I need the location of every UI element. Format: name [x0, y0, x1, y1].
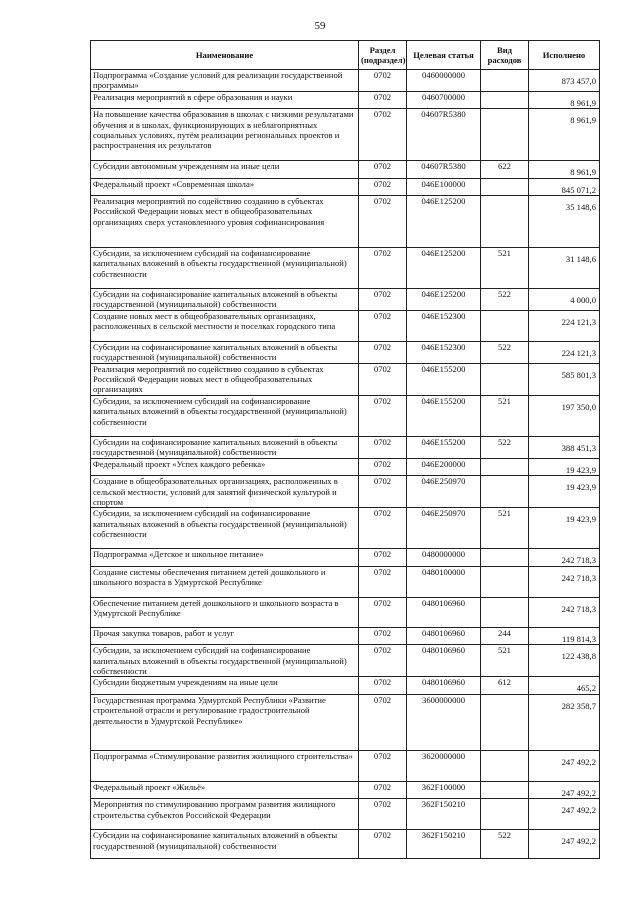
table-row — [91, 341, 600, 363]
row-done: 242 718,3 — [529, 566, 600, 597]
table-row — [91, 566, 600, 597]
row-target: 046E200000 — [407, 458, 481, 475]
row-name: Реализация мероприятий по содействию созданию в субъектах Российской Федерации новых мест в общеобразовательных организациях — [91, 363, 359, 395]
table-row — [91, 799, 600, 830]
row-section: 0702 — [359, 597, 407, 627]
row-name: На повышение качества образования в школах с низкими результатами обучения и в школах, функционирующих в неблагоприятных социальных условиях, путём реализации региональных проектов и распространения их результатов — [91, 109, 359, 161]
row-section: 0702 — [359, 694, 407, 750]
row-done: 242 718,3 — [529, 597, 600, 627]
row-section: 0702 — [359, 781, 407, 798]
row-name: Субсидии на софинансирование капитальных вложений в объекты государственной (муниципальной) собственности — [91, 436, 359, 458]
row-name: Субсидии, за исключением субсидий на софинансирование капитальных вложений в объекты государственной (муниципальной) собственности — [91, 645, 359, 677]
row-target: 046E250970 — [407, 476, 481, 508]
row-type — [481, 549, 529, 566]
row-done: 388 451,3 — [529, 436, 600, 458]
row-name: Подпрограмма «Детское и школьное питание» — [91, 549, 359, 566]
row-target: 046E155200 — [407, 436, 481, 458]
row-section: 0702 — [359, 566, 407, 597]
row-type: 521 — [481, 645, 529, 677]
row-name: Реализация мероприятий по содействию созданию в субъектах Российской Федерации новых мест в общеобразовательных организациях сверх установленного уровня софинансирования — [91, 196, 359, 248]
row-type — [481, 196, 529, 248]
header-section: Раздел (подраздел) — [359, 41, 407, 70]
row-section: 0702 — [359, 196, 407, 248]
row-name: Подпрограмма «Стимулирование развития жилищного строительства» — [91, 750, 359, 781]
table-row — [91, 178, 600, 195]
row-name: Создание в общеобразовательных организациях, расположенных в сельской местности, условий для занятий физической культурой и спортом — [91, 476, 359, 508]
row-target: 046E100000 — [407, 178, 481, 195]
row-done: 224 121,3 — [529, 310, 600, 341]
row-done: 31 148,6 — [529, 248, 600, 289]
row-done: 247 492,2 — [529, 781, 600, 798]
table-row — [91, 549, 600, 566]
row-type — [481, 799, 529, 830]
row-target: 0460000000 — [407, 70, 481, 92]
table-row — [91, 395, 600, 436]
row-target: 046E125200 — [407, 196, 481, 248]
row-target: 3600000000 — [407, 694, 481, 750]
header-name: Наименование — [91, 41, 359, 70]
row-section: 0702 — [359, 549, 407, 566]
row-target: 046E155200 — [407, 363, 481, 395]
row-name: Субсидии автономным учреждениям на иные цели — [91, 161, 359, 178]
row-section: 0702 — [359, 677, 407, 694]
row-type — [481, 458, 529, 475]
table-row — [91, 677, 600, 694]
row-type: 522 — [481, 436, 529, 458]
page-number: 59 — [314, 20, 326, 32]
row-type: 522 — [481, 289, 529, 311]
row-section: 0702 — [359, 750, 407, 781]
row-name: Прочая закупка товаров, работ и услуг — [91, 627, 359, 644]
row-done: 465,2 — [529, 677, 600, 694]
row-done: 122 438,8 — [529, 645, 600, 677]
row-target: 046E125200 — [407, 248, 481, 289]
row-section: 0702 — [359, 830, 407, 859]
row-target: 0480100000 — [407, 566, 481, 597]
row-name: Подпрограмма «Создание условий для реализации государственной программы» — [91, 70, 359, 92]
row-done: 35 148,6 — [529, 196, 600, 248]
row-section: 0702 — [359, 341, 407, 363]
row-name: Федеральный проект «Успех каждого ребенка» — [91, 458, 359, 475]
row-section: 0702 — [359, 436, 407, 458]
row-done: 224 121,3 — [529, 341, 600, 363]
row-section: 0702 — [359, 289, 407, 311]
table-row — [91, 70, 600, 92]
table-row — [91, 436, 600, 458]
table-row — [91, 476, 600, 508]
row-done: 247 492,2 — [529, 799, 600, 830]
row-target: 046E152300 — [407, 310, 481, 341]
row-done: 282 358,7 — [529, 694, 600, 750]
table-header-row — [91, 41, 600, 70]
row-target: 0480106960 — [407, 627, 481, 644]
row-name: Федеральный проект «Жильё» — [91, 781, 359, 798]
table-row — [91, 289, 600, 311]
row-done: 8 961,9 — [529, 91, 600, 108]
row-section: 0702 — [359, 458, 407, 475]
row-section: 0702 — [359, 178, 407, 195]
row-done: 197 350,0 — [529, 395, 600, 436]
row-name: Государственная программа Удмуртской Республики «Развитие строительной отрасли и регулирование градостроительной деятельности в Удмуртской Республике» — [91, 694, 359, 750]
table-row — [91, 830, 600, 859]
row-type — [481, 694, 529, 750]
table-row — [91, 781, 600, 798]
row-section: 0702 — [359, 161, 407, 178]
row-type: 244 — [481, 627, 529, 644]
row-type — [481, 178, 529, 195]
row-target: 04607R5380 — [407, 161, 481, 178]
row-done: 4 000,0 — [529, 289, 600, 311]
table-row — [91, 627, 600, 644]
row-done: 19 423,9 — [529, 476, 600, 508]
table-row — [91, 458, 600, 475]
row-target: 04607R5380 — [407, 109, 481, 161]
row-name: Субсидии на софинансирование капитальных вложений в объекты государственной (муниципальной) собственности — [91, 341, 359, 363]
row-done: 873 457,0 — [529, 70, 600, 92]
row-section: 0702 — [359, 508, 407, 549]
row-section: 0702 — [359, 645, 407, 677]
row-section: 0702 — [359, 627, 407, 644]
row-name: Субсидии, за исключением субсидий на софинансирование капитальных вложений в объекты государственной (муниципальной) собственности — [91, 508, 359, 549]
row-name: Мероприятия по стимулированию программ развития жилищного строительства субъектов Российской Федерации — [91, 799, 359, 830]
row-target: 0480106960 — [407, 677, 481, 694]
row-name: Обеспечение питанием детей дошкольного и школьного возраста в Удмуртской Республике — [91, 597, 359, 627]
row-type — [481, 363, 529, 395]
row-name: Создание системы обеспечения питанием детей дошкольного и школьного возраста в Удмуртской Республике — [91, 566, 359, 597]
row-type — [481, 750, 529, 781]
row-target: 362F150210 — [407, 830, 481, 859]
header-target: Целевая статья — [407, 41, 481, 70]
header-done: Исполнено — [529, 41, 600, 70]
row-section: 0702 — [359, 799, 407, 830]
table-row — [91, 694, 600, 750]
row-target: 046E250970 — [407, 508, 481, 549]
row-target: 0480000000 — [407, 549, 481, 566]
row-target: 362F150210 — [407, 799, 481, 830]
row-target: 046E125200 — [407, 289, 481, 311]
row-done: 8 961,9 — [529, 161, 600, 178]
table-row — [91, 91, 600, 108]
row-type: 622 — [481, 161, 529, 178]
budget-table — [90, 40, 600, 859]
row-target: 046E155200 — [407, 395, 481, 436]
table-row — [91, 750, 600, 781]
row-type — [481, 566, 529, 597]
row-section: 0702 — [359, 310, 407, 341]
table-row — [91, 109, 600, 161]
row-target: 046E152300 — [407, 341, 481, 363]
table-row — [91, 161, 600, 178]
row-type — [481, 109, 529, 161]
row-type: 521 — [481, 508, 529, 549]
row-done: 242 718,3 — [529, 549, 600, 566]
row-done: 8 961,9 — [529, 109, 600, 161]
row-name: Субсидии, за исключением субсидий на софинансирование капитальных вложений в объекты государственной (муниципальной) собственности — [91, 395, 359, 436]
row-name: Субсидии, за исключением субсидий на софинансирование капитальных вложений в объекты государственной (муниципальной) собственности — [91, 248, 359, 289]
row-type: 612 — [481, 677, 529, 694]
row-target: 0480106960 — [407, 597, 481, 627]
table-row — [91, 597, 600, 627]
row-section: 0702 — [359, 70, 407, 92]
row-done: 247 492,2 — [529, 750, 600, 781]
row-section: 0702 — [359, 363, 407, 395]
row-type — [481, 476, 529, 508]
row-done: 19 423,9 — [529, 458, 600, 475]
table-row — [91, 645, 600, 677]
table-row — [91, 310, 600, 341]
row-type — [481, 310, 529, 341]
row-section: 0702 — [359, 476, 407, 508]
row-type — [481, 781, 529, 798]
row-target: 3620000000 — [407, 750, 481, 781]
row-type: 522 — [481, 830, 529, 859]
row-name: Федеральный проект «Современная школа» — [91, 178, 359, 195]
row-section: 0702 — [359, 109, 407, 161]
row-target: 0460700000 — [407, 91, 481, 108]
row-type — [481, 70, 529, 92]
row-type — [481, 91, 529, 108]
row-done: 247 492,2 — [529, 830, 600, 859]
table-row — [91, 196, 600, 248]
row-done: 845 071,2 — [529, 178, 600, 195]
row-section: 0702 — [359, 248, 407, 289]
row-type: 522 — [481, 341, 529, 363]
row-type — [481, 597, 529, 627]
row-name: Реализация мероприятий в сфере образования и науки — [91, 91, 359, 108]
table-row — [91, 248, 600, 289]
row-target: 362F100000 — [407, 781, 481, 798]
row-name: Создание новых мест в общеобразовательных организациях, расположенных в сельской местности и поселках городского типа — [91, 310, 359, 341]
row-type: 521 — [481, 248, 529, 289]
row-name: Субсидии на софинансирование капитальных вложений в объекты государственной (муниципальной) собственности — [91, 830, 359, 859]
table-body — [91, 70, 600, 859]
row-type: 521 — [481, 395, 529, 436]
row-section: 0702 — [359, 395, 407, 436]
row-done: 585 801,3 — [529, 363, 600, 395]
row-name: Субсидии на софинансирование капитальных вложений в объекты государственной (муниципальной) собственности — [91, 289, 359, 311]
table-row — [91, 508, 600, 549]
row-target: 0480106960 — [407, 645, 481, 677]
row-done: 119 814,3 — [529, 627, 600, 644]
header-type: Вид расходов — [481, 41, 529, 70]
row-section: 0702 — [359, 91, 407, 108]
row-done: 19 423,9 — [529, 508, 600, 549]
row-name: Субсидии бюджетным учреждениям на иные цели — [91, 677, 359, 694]
table-row — [91, 363, 600, 395]
